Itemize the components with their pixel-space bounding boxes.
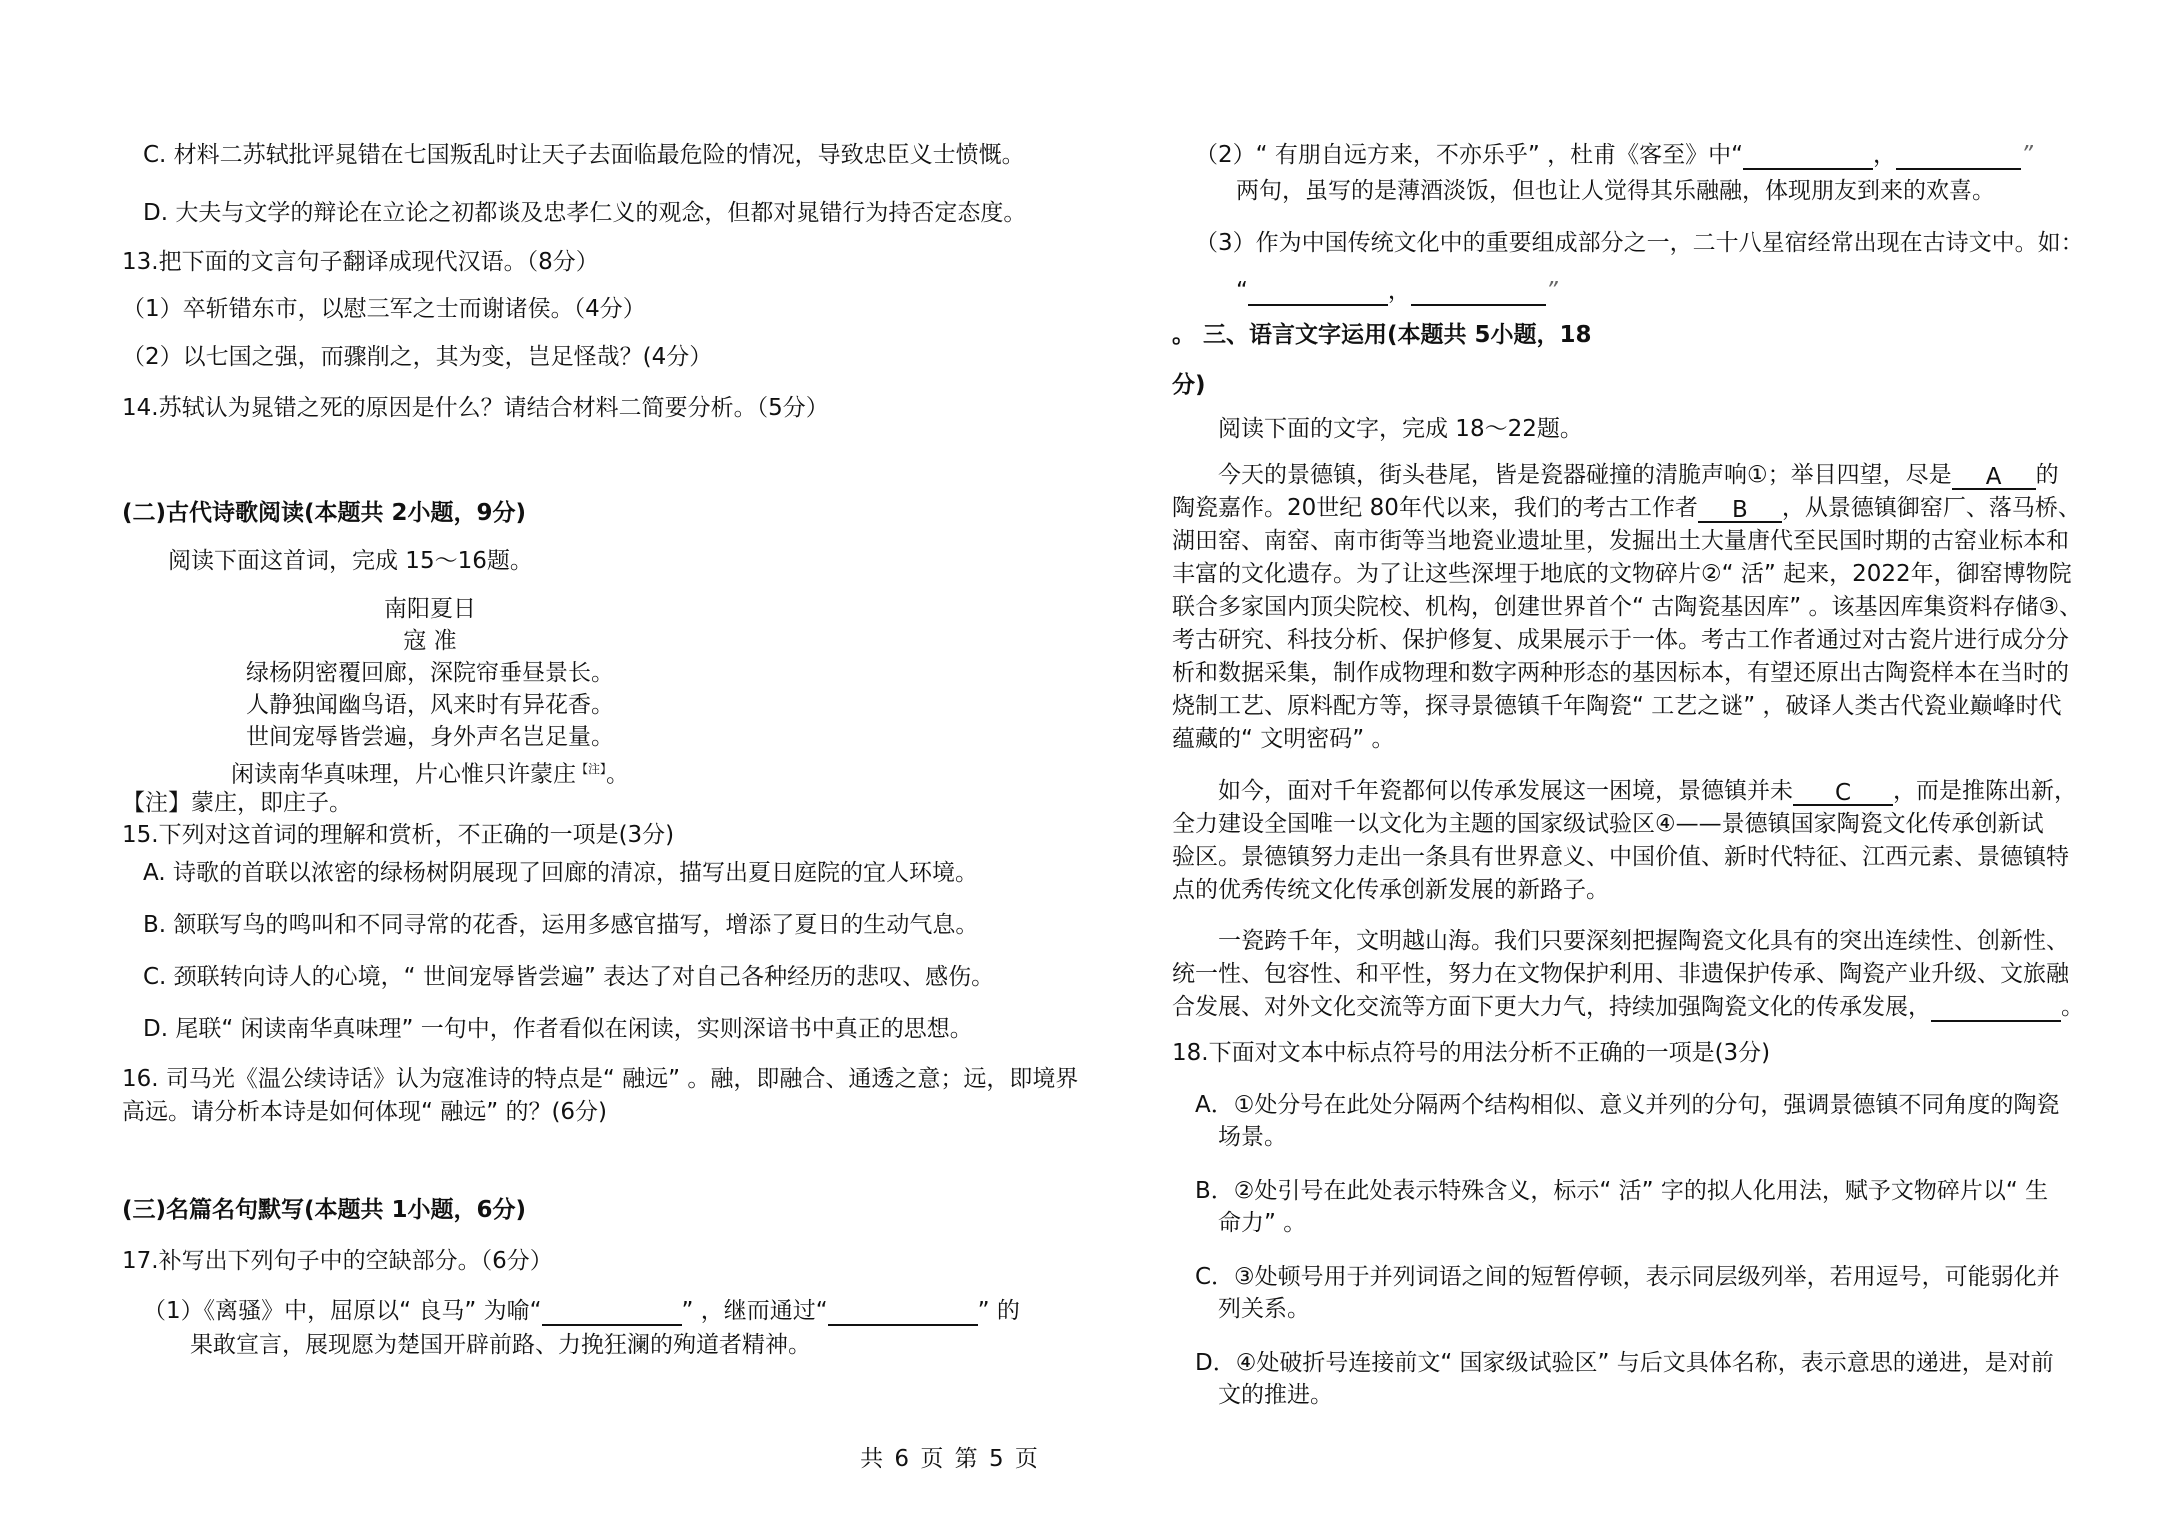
q17-3-open-quote: “ <box>1236 278 1248 304</box>
q17-item-2 <box>1195 140 2033 170</box>
q13-item-2: （2）以七国之强，而骤削之，其为变，岂足怪哉？(4分） <box>122 344 713 370</box>
section-lang-heading-1: 。 三、语言文字运用(本题共 5小题，18 <box>1172 322 1592 348</box>
para-1-line-6: 考古研究、科技分析、保护修复、成果展示于一体。考古工作者通过对古瓷片进行成分分 <box>1172 627 2069 653</box>
q18-option-a-1: A．①处分号在此处分隔两个结构相似、意义并列的分句，强调景德镇不同角度的陶瓷 <box>1195 1092 2060 1118</box>
para-3-line-3a: 合发展、对外文化交流等方面下更大力气，持续加强陶瓷文化的传承发展， <box>1172 994 1931 1020</box>
para-3-line-1: 一瓷跨千年，文明越山海。我们只要深刻把握陶瓷文化具有的突出连续性、创新性、 <box>1218 928 2069 954</box>
q16-line-2: 高远。请分析本诗是如何体现“ 融远” 的？(6分) <box>122 1099 608 1125</box>
poem-line-3: 世间宠辱皆尝遍，身外声名岂足量。 <box>246 724 614 750</box>
poem-line-1: 绿杨阴密覆回廊，深院帘垂昼景长。 <box>246 660 614 686</box>
poem-line-4 <box>180 754 680 790</box>
q17-1-blank-2[interactable] <box>828 1298 978 1326</box>
poem-line-4-end: 。 <box>606 761 629 788</box>
q18-option-d-1: D．④处破折号连接前文“ 国家级试验区” 与后文具体名称，表示意思的递进，是对前 <box>1195 1350 2054 1376</box>
page-footer: 共 6 页 第 5 页 <box>860 1446 1040 1472</box>
q15-option-a: A. 诗歌的首联以浓密的绿杨树阴展现了回廊的清凉，描写出夏日庭院的宜人环境。 <box>143 860 978 886</box>
q17-3-blank-2[interactable] <box>1411 278 1546 306</box>
q17-item-1 <box>143 1296 1020 1326</box>
para-1-line-1a: 今天的景德镇，街头巷尾，皆是瓷器碰撞的清脆声响①；举目四望，尽是 <box>1218 462 1952 488</box>
q17-item-3-blanks <box>1236 276 1558 306</box>
para-1-line-2 <box>1172 493 2081 523</box>
q16-line-1: 16. 司马光《温公续诗话》认为寇准诗的特点是“ 融远” 。融，即融合、通透之意；远，即境界 <box>122 1066 1079 1092</box>
blank-c: C <box>1793 778 1893 806</box>
q13-item-1: （1）卒斩错东市，以慰三军之士而谢诸侯。（4分） <box>122 296 646 322</box>
reading-intro: 阅读下面的文字，完成 18～22题。 <box>1218 416 1583 442</box>
poem-note-marker: 【注】 <box>575 762 606 776</box>
q18-option-a-2: 场景。 <box>1218 1124 1287 1150</box>
q17-3-close-quote: ” <box>1545 278 1558 304</box>
para-2-line-1b: ，而是推陈出新， <box>1893 778 2077 804</box>
para-2-line-1a: 如今，面对千年瓷都何以传承发展这一困境，景德镇并未 <box>1218 778 1793 804</box>
q17-item-1-cont: 果敢宣言，展现愿为楚国开辟前路、力挽狂澜的殉道者精神。 <box>190 1332 811 1358</box>
para-2-line-3: 验区。景德镇努力走出一条具有世界意义、中国价值、新时代特征、江西元素、景德镇特 <box>1172 844 2069 870</box>
section-2-intro: 阅读下面这首词，完成 15～16题。 <box>168 548 533 574</box>
para-3-line-3 <box>1172 992 2084 1022</box>
q17-1-text-a: （1）《离骚》中，屈原以“ 良马” 为喻“ <box>143 1298 542 1324</box>
q18-heading: 18.下面对文本中标点符号的用法分析不正确的一项是(3分) <box>1172 1040 1771 1066</box>
para-3-line-2: 统一性、包容性、和平性，努力在文物保护利用、非遗保护传承、陶瓷产业升级、文旅融 <box>1172 961 2069 987</box>
q17-3-comma: ， <box>1387 278 1411 304</box>
q17-2-text-c: ” <box>2021 142 2033 168</box>
section-2-heading: (二)古代诗歌阅读(本题共 2小题，9分) <box>122 500 527 526</box>
para-2-line-2: 全力建设全国唯一以文化为主题的国家级试验区④——景德镇国家陶瓷文化传承创新试 <box>1172 811 2044 837</box>
q15-option-b: B. 颔联写鸟的鸣叫和不同寻常的花香，运用多感官描写，增添了夏日的生动气息。 <box>143 912 979 938</box>
para-3-line-3b: 。 <box>2061 994 2084 1020</box>
section-lang-heading-2: 分) <box>1172 372 1206 398</box>
q15-heading: 15.下列对这首词的理解和赏析，不正确的一项是(3分) <box>122 822 675 848</box>
q18-option-b-1: B．②处引号在此处表示特殊含义，标示“ 活” 字的拟人化用法，赋予文物碎片以“ 生 <box>1195 1178 2049 1204</box>
q17-item-3: （3）作为中国传统文化中的重要组成部分之一，二十八星宿经常出现在古诗文中。如： <box>1195 230 2084 256</box>
blank-b: B <box>1698 495 1782 523</box>
para-1-line-5: 联合多家国内顶尖院校、机构，创建世界首个“ 古陶瓷基因库” 。该基因库集资料存储③、 <box>1172 594 2083 620</box>
poem-title: 南阳夏日 <box>384 596 476 622</box>
q18-option-c-1: C．③处顿号用于并列词语之间的短暂停顿，表示同层级列举，若用逗号，可能弱化并 <box>1195 1264 2060 1290</box>
para-1-line-2b: ，从景德镇御窑厂、落马桥、 <box>1781 495 2081 521</box>
blank-conclusion[interactable] <box>1931 994 2061 1022</box>
para-1-line-3: 湖田窑、南窑、南市街等当地瓷业遗址里，发掘出土大量唐代至民国时期的古窑业标本和 <box>1172 528 2069 554</box>
para-1-line-1 <box>1218 460 2059 490</box>
poem-line-2: 人静独闻幽鸟语，风来时有异花香。 <box>246 692 614 718</box>
para-1-line-4: 丰富的文化遗存。为了让这些深埋于地底的文物碎片②“ 活” 起来，2022年，御窑博物院 <box>1172 561 2072 587</box>
section-3-heading: (三)名篇名句默写(本题共 1小题，6分) <box>122 1197 527 1223</box>
q17-1-blank-1[interactable] <box>542 1298 682 1326</box>
q14-heading: 14.苏轼认为晁错之死的原因是什么？请结合材料二简要分析。（5分） <box>122 395 829 421</box>
q17-2-blank-1[interactable] <box>1743 142 1873 170</box>
q18-option-d-2: 文的推进。 <box>1218 1382 1333 1408</box>
q17-1-text-c: ” 的 <box>977 1298 1020 1324</box>
poem-note: 【注】蒙庄，即庄子。 <box>122 790 352 816</box>
q15-option-c: C. 颈联转向诗人的心境，“ 世间宠辱皆尝遍” 表达了对自己各种经历的悲叹、感伤。 <box>143 964 995 990</box>
poem-author: 寇 准 <box>403 628 457 654</box>
q17-3-blank-1[interactable] <box>1248 278 1388 306</box>
blank-a: A <box>1952 462 2036 490</box>
q17-1-text-b: ” ，继而通过“ <box>681 1298 828 1324</box>
q13-heading: 13.把下面的文言句子翻译成现代汉语。（8分） <box>122 249 599 275</box>
poem-line-4-text: 闲读南华真味理，片心惟只许蒙庄 <box>230 761 576 788</box>
q18-option-b-2: 命力” 。 <box>1218 1210 1307 1236</box>
para-1-line-9: 蕴藏的“ 文明密码” 。 <box>1172 726 1395 752</box>
para-1-line-8: 烧制工艺、原料配方等，探寻景德镇千年陶瓷“ 工艺之谜” ，破译人类古代瓷业巅峰时代 <box>1172 693 2062 719</box>
para-2-line-4: 点的优秀传统文化传承创新发展的新路子。 <box>1172 877 1609 903</box>
q17-2-text-b: ， <box>1873 142 1897 168</box>
para-1-line-7: 析和数据采集，制作成物理和数字两种形态的基因标本，有望还原出古陶瓷样本在当时的 <box>1172 660 2069 686</box>
q12-option-d: D. 大夫与文学的辩论在立论之初都谈及忠孝仁义的观念，但都对晁错行为持否定态度。 <box>143 200 1027 226</box>
para-2-line-1 <box>1218 776 2077 806</box>
q17-heading: 17.补写出下列句子中的空缺部分。（6分） <box>122 1248 553 1274</box>
q15-option-d: D. 尾联“ 闲读南华真味理” 一句中，作者看似在闲读，实则深谙书中真正的思想。 <box>143 1016 973 1042</box>
q17-2-text-a: （2）“ 有朋自远方来，不亦乐乎” ，杜甫《客至》中“ <box>1195 142 1744 168</box>
q17-item-2-cont: 两句，虽写的是薄酒淡饭，但也让人觉得其乐融融，体现朋友到来的欢喜。 <box>1236 178 1995 204</box>
para-1-line-2a: 陶瓷嘉作。20世纪 80年代以来，我们的考古工作者 <box>1172 495 1698 521</box>
q18-option-c-2: 列关系。 <box>1218 1296 1310 1322</box>
q17-2-blank-2[interactable] <box>1896 142 2021 170</box>
para-1-line-1b: 的 <box>2035 462 2059 488</box>
q12-option-c: C. 材料二苏轼批评晁错在七国叛乱时让天子去面临最危险的情况，导致忠臣义士愤慨。 <box>143 142 1025 168</box>
